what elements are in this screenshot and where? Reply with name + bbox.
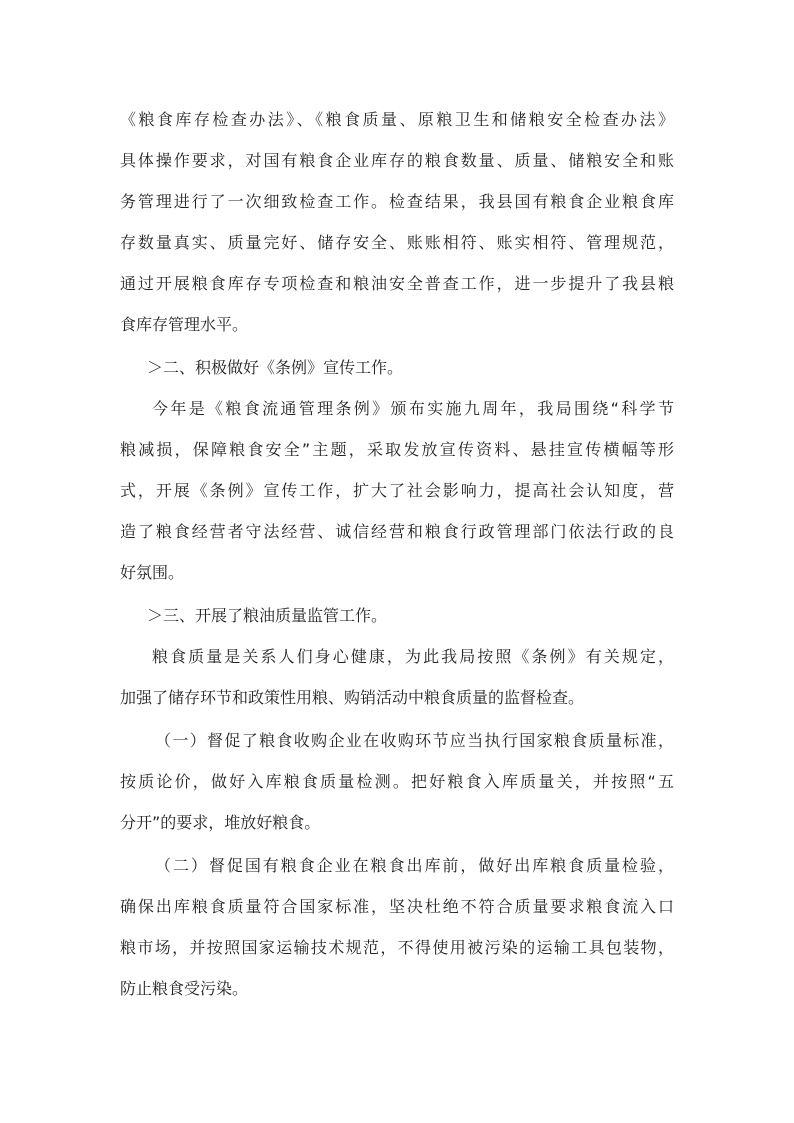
text-line: 具体操作要求，对国有粮食企业库存的粮食数量、质量、储粮安全和账 [120, 151, 674, 170]
text-line: （一）督促了粮食收购企业在收购环节应当执行国家粮食质量标准， [155, 731, 674, 750]
text-line: 防止粮食受污染。 [120, 979, 249, 998]
section-heading: ＞三、开展了粮油质量监管工作。 [147, 606, 388, 625]
text-line: 食库存管理水平。 [120, 315, 249, 334]
text-line: 好氛围。 [120, 563, 185, 582]
text-line: 粮减损，保障粮食安全”主题，采取发放宣传资料、悬挂宣传横幅等形 [120, 440, 674, 459]
text-line: 加强了储存环节和政策性用粮、购销活动中粮食质量的监督检查。 [120, 688, 585, 707]
section-heading: ＞二、积极做好《条例》宣传工作。 [147, 358, 404, 377]
text-line: 确保出库粮食质量符合国家标准，坚决杜绝不符合质量要求粮食流入口 [120, 897, 674, 916]
text-line: 存数量真实、质量完好、储存安全、账账相符、账实相符、管理规范， [120, 233, 674, 252]
text-line: 今年是《粮食流通管理条例》颁布实施九周年，我局围绕“科学节 [152, 399, 674, 418]
text-line: 造了粮食经营者守法经营、诚信经营和粮食行政管理部门依法行政的良 [120, 522, 674, 541]
text-line: 粮食质量是关系人们身心健康，为此我局按照《条例》有关规定， [152, 647, 674, 666]
text-line: 粮市场，并按照国家运输技术规范，不得使用被污染的运输工具包装物， [120, 938, 674, 957]
text-line: （二）督促国有粮食企业在粮食出库前，做好出库粮食质量检验， [155, 856, 674, 875]
text-line: 式，开展《条例》宣传工作，扩大了社会影响力，提高社会认知度，营 [120, 481, 674, 500]
text-line: 按质论价，做好入库粮食质量检测。把好粮食入库质量关，并按照“五 [120, 772, 674, 791]
text-line: 分开”的要求，堆放好粮食。 [120, 813, 321, 832]
text-line: 务管理进行了一次细致检查工作。检查结果，我县国有粮食企业粮食库 [120, 192, 674, 211]
text-line: 通过开展粮食库存专项检查和粮油安全普查工作，进一步提升了我县粮 [120, 274, 674, 293]
text-line: 《粮食库存检查办法》、《粮食质量、原粮卫生和储粮安全检查办法》 [120, 110, 674, 129]
